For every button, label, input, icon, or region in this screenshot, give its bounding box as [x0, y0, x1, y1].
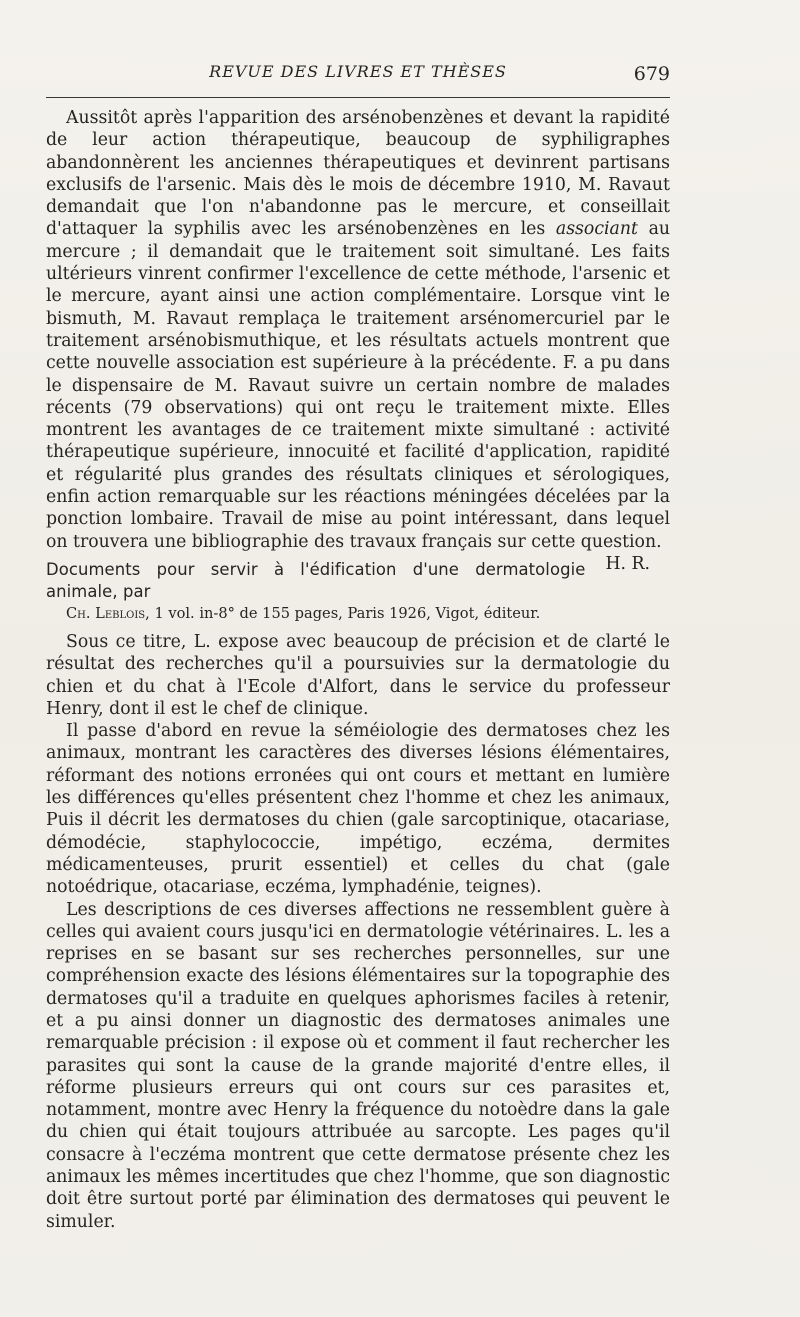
header-rule: [46, 97, 670, 98]
book-details: 1 vol. in-8° de 155 pages, Paris 1926, Vigot, éditeur.: [154, 604, 541, 622]
book-author: Ch. Leblois,: [66, 604, 150, 622]
running-title: REVUE DES LIVRES ET THÈSES: [209, 62, 507, 81]
body-text: [46, 107, 670, 1233]
review-text-continued: au mercure ; il demandait que le traitement soit simultané. Les faits ultérieurs vinrent confirmer l'excellence de cette méthode, l'arsenic et le mercure, ayant ainsi une action complémentaire. Lorsque vint le bismuth, M. Ravaut remplaça le traitement arsénomercuriel par le traitement arsénobismuthique, et les résultats actuels montrent que cette nouvelle association est supérieure à la précédente. F. a pu dans le dispensaire de M. Ravaut suivre un certain nombre de malades récents (79 observations) qui ont reçu le traitement mixte. Elles montrent les avantages de ce traitement mixte simultané : activité thérapeutique supérieure, innocuité et facilité d'application, rapidité et régularité plus grandes des résultats cliniques et sérologiques, enfin action remarquable sur les réactions méningées décelées par la ponction lombaire. Travail de mise au point intéressant, dans lequel on trouvera une bibliographie des travaux français sur cette question.: [46, 219, 670, 552]
review-paragraph: [46, 107, 670, 574]
review-paragraph: Les descriptions de ces diverses affections ne ressemblent guère à celles qui avaient cours jusqu'ici en dermatologie vétérinaires. L. les a reprises en se basant sur ses recherches personnelles, sur une compréhension exacte des lésions élémentaires sur la topographie des dermatoses qu'il a traduite en quelques aphorismes faciles à retenir, et a pu ainsi donner un diagnostic des dermatoses animales une remarquable précision : il expose où et comment il faut rechercher les parasites qui sont la cause de la grande majorité d'entre elles, il réforme plusieurs erreurs qui ont cours sur ces parasites et, notamment, montre avec Henry la fréquence du notoèdre dans la gale du chien qui était toujours attribuée au sarcopte. Les pages qu'il consacre à l'eczéma montrent que cette dermatose présente chez les animaux les mêmes incertitudes que chez l'homme, que son diagnostic doit être surtout porté par élimination des dermatoses qui peuvent le simuler.: [46, 899, 670, 1232]
page-header: [46, 62, 670, 98]
reviewer-signature: H. R.: [605, 553, 650, 574]
review-text: Aussitôt après l'apparition des arsénobenzènes et devant la rapidité de leur action thérapeutique, beaucoup de syphiligraphes abandonnèrent les anciennes thérapeutiques et devinrent partisans exclusifs de l'arsenic. Mais dès le mois de décembre 1910, M. Ravaut demandait que l'on n'abandonne pas le mercure, et conseillait d'attaquer la syphilis avec les arsénobenzènes en les: [46, 108, 670, 240]
review-paragraph: Il passe d'abord en revue la séméiologie des dermatoses chez les animaux, montrant les caractères des diverses lésions élémentaires, réformant des notions erronées qui ont cours et mettant en lumière les différences qu'elles présentent chez l'homme et chez les animaux, Puis il décrit les dermatoses du chien (gale sarcoptinique, otacariase, démodécie, staphylococcie, impétigo, eczéma, dermites médicamenteuses, prurit essentiel) et celles du chat (gale notoédrique, otacariase, eczéma, lymphadénie, teignes).: [46, 721, 670, 898]
emphasis-word: associant: [555, 219, 638, 240]
review-paragraph: Sous ce titre, L. expose avec beaucoup de précision et de clarté le résultat des recherches qu'il a poursuivies sur la dermatologie du chien et du chat à l'Ecole d'Alfort, dans le service du professeur Henry, dont il est le chef de clinique.: [46, 631, 670, 719]
title-by: par: [122, 581, 151, 601]
section-heading: [46, 559, 670, 603]
page-number: 679: [633, 63, 670, 85]
book-citation: [46, 603, 670, 625]
book-title: Documents pour servir à l'édification d'une dermatologie animale,: [46, 559, 586, 601]
